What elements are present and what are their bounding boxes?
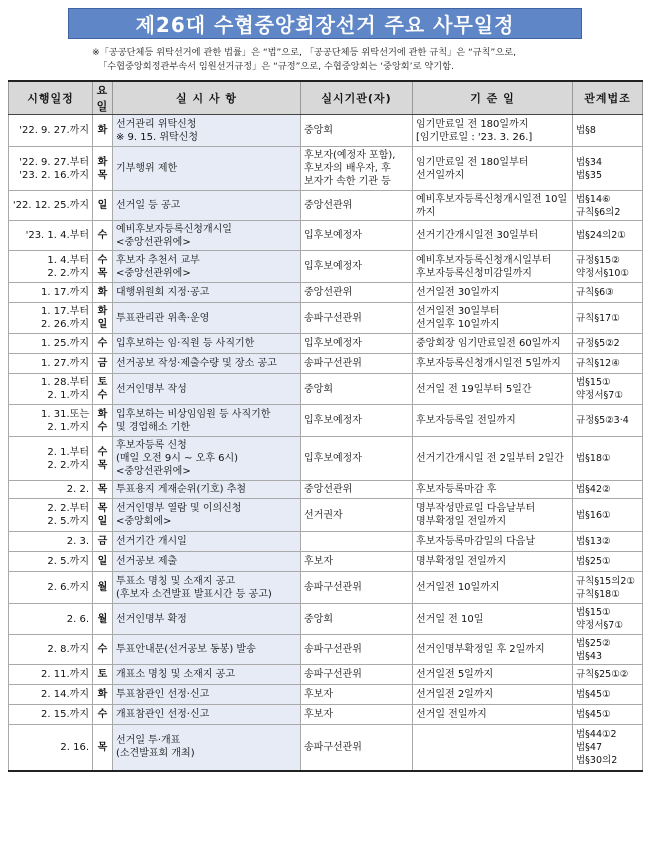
- row-law: 법§8: [573, 115, 643, 147]
- table-row: [9, 685, 643, 705]
- row-task: 선거공보 제출: [113, 552, 301, 572]
- row-law: 법§16①: [573, 499, 643, 532]
- table-row: [9, 191, 643, 221]
- row-org: 후보자(예정자 포함), 후보자의 배우자, 후 보자가 속한 기관 등: [301, 147, 413, 191]
- row-org: 입후보예정자: [301, 334, 413, 354]
- row-law: 법§18①: [573, 437, 643, 481]
- row-basis: 후보자등록마감 후: [413, 481, 573, 499]
- row-day: 토: [93, 665, 113, 685]
- row-org: 중앙선관위: [301, 191, 413, 221]
- table-row: [9, 705, 643, 725]
- row-basis: 후보자등록일 전일까지: [413, 405, 573, 437]
- row-law: 법§25② 법§43: [573, 635, 643, 665]
- row-basis: 선거일전 5일까지: [413, 665, 573, 685]
- header-basis: 기 준 일: [413, 81, 573, 115]
- row-task: 후보자 추천서 교부 <중앙선관위에>: [113, 251, 301, 283]
- row-org: 입후보예정자: [301, 251, 413, 283]
- note-line-1: ※「공공단체등 위탁선거에 관한 법률」은 “법”으로, 「공공단체등 위탁선거에 관한 규칙」은 “규칙”으로,: [92, 47, 516, 58]
- table-row: [9, 283, 643, 303]
- row-day: 수: [93, 334, 113, 354]
- row-date: 2. 6.: [9, 604, 93, 635]
- row-date: 1. 27.까지: [9, 354, 93, 374]
- row-task: 투표안내문(선거공보 동봉) 발송: [113, 635, 301, 665]
- table-row: [9, 604, 643, 635]
- row-date: 1. 17.부터 2. 26.까지: [9, 303, 93, 334]
- row-org: 입후보예정자: [301, 437, 413, 481]
- schedule-rows: [9, 115, 643, 771]
- row-task: 대행위원회 지정·공고: [113, 283, 301, 303]
- header-org: 실시기관(자): [301, 81, 413, 115]
- row-org: 송파구선관위: [301, 303, 413, 334]
- row-task: 개표소 명칭 및 소재지 공고: [113, 665, 301, 685]
- row-day: 일: [93, 191, 113, 221]
- row-day: 목: [93, 481, 113, 499]
- row-basis: 중앙회장 임기만료일전 60일까지: [413, 334, 573, 354]
- row-law: 법§34 법§35: [573, 147, 643, 191]
- table-row: [9, 221, 643, 251]
- row-law: 규칙§25①②: [573, 665, 643, 685]
- table-row: [9, 499, 643, 532]
- row-basis: 선거일 전일까지: [413, 705, 573, 725]
- table-row: [9, 374, 643, 405]
- table-row: [9, 405, 643, 437]
- row-org: 후보자: [301, 705, 413, 725]
- row-date: 2. 3.: [9, 532, 93, 552]
- row-task: 선거인명부 열람 및 이의신청 <중앙회에>: [113, 499, 301, 532]
- row-date: 2. 11.까지: [9, 665, 93, 685]
- row-law: 법§44①2 법§47 법§30의2: [573, 725, 643, 771]
- row-date: 1. 25.까지: [9, 334, 93, 354]
- table-header-row: [9, 81, 643, 115]
- row-task: 입후보하는 임·직원 등 사직기한: [113, 334, 301, 354]
- row-date: 2. 2.: [9, 481, 93, 499]
- row-date: 2. 14.까지: [9, 685, 93, 705]
- row-basis: 선거기간개시일전 30일부터: [413, 221, 573, 251]
- row-basis: 예비후보자등록신청개시일부터 후보자등록신청미감일까지: [413, 251, 573, 283]
- row-org: 후보자: [301, 685, 413, 705]
- row-law: 법§45①: [573, 705, 643, 725]
- header-law: 관계법조: [573, 81, 643, 115]
- row-day: 화: [93, 685, 113, 705]
- row-law: 규칙§12④: [573, 354, 643, 374]
- table-row: [9, 115, 643, 147]
- row-basis: 임기만료일 전 180일부터 선거일까지: [413, 147, 573, 191]
- row-date: 2. 16.: [9, 725, 93, 771]
- row-basis: 예비후보자등록신청개시일전 10일 까지: [413, 191, 573, 221]
- row-org: 후보자: [301, 552, 413, 572]
- schedule-table: [8, 80, 643, 772]
- row-org: 송파구선관위: [301, 725, 413, 771]
- row-date: 1. 17.까지: [9, 283, 93, 303]
- header-task: 실 시 사 항: [113, 81, 301, 115]
- row-basis: 선거일전 2일까지: [413, 685, 573, 705]
- abbreviation-notes: [8, 46, 642, 74]
- row-task: 선거일 투·개표 (소견발표회 개최): [113, 725, 301, 771]
- row-law: 법§13②: [573, 532, 643, 552]
- header-date: 시행일정: [9, 81, 93, 115]
- row-org: 입후보예정자: [301, 221, 413, 251]
- row-task: 선거관리 위탁신청 ※ 9. 15. 위탁신청: [113, 115, 301, 147]
- row-task: 선거공보 작성·제출수량 및 장소 공고: [113, 354, 301, 374]
- row-law: 법§15① 약정서§7①: [573, 604, 643, 635]
- row-date: '23. 1. 4.부터: [9, 221, 93, 251]
- table-row: [9, 354, 643, 374]
- row-basis: 선거기간개시일 전 2일부터 2일간: [413, 437, 573, 481]
- header-day: 요일: [93, 81, 113, 115]
- row-task: 예비후보자등록신청개시일 <중앙선관위에>: [113, 221, 301, 251]
- row-basis: 선거일 전 19일부터 5일간: [413, 374, 573, 405]
- row-org: 중앙회: [301, 604, 413, 635]
- row-law: 규칙§17①: [573, 303, 643, 334]
- row-day: 토 수: [93, 374, 113, 405]
- table-row: [9, 251, 643, 283]
- row-date: 2. 6.까지: [9, 572, 93, 604]
- row-basis: 선거일전 10일까지: [413, 572, 573, 604]
- row-org: 입후보예정자: [301, 405, 413, 437]
- row-date: '22. 12. 25.까지: [9, 191, 93, 221]
- row-day: 금: [93, 532, 113, 552]
- row-law: 법§45①: [573, 685, 643, 705]
- row-task: 투표참관인 선정·신고: [113, 685, 301, 705]
- row-day: 목: [93, 725, 113, 771]
- row-law: 법§42②: [573, 481, 643, 499]
- row-date: 2. 2.부터 2. 5.까지: [9, 499, 93, 532]
- row-org: 송파구선관위: [301, 635, 413, 665]
- row-day: 수 목: [93, 437, 113, 481]
- row-law: 법§15① 약정서§7①: [573, 374, 643, 405]
- row-basis: 후보자등록신청개시일전 5일까지: [413, 354, 573, 374]
- row-date: 2. 15.까지: [9, 705, 93, 725]
- row-date: 1. 4.부터 2. 2.까지: [9, 251, 93, 283]
- row-law: 규정§15② 약정서§10①: [573, 251, 643, 283]
- row-task: 투표용지 게재순위(기호) 추첨: [113, 481, 301, 499]
- row-day: 화 수: [93, 405, 113, 437]
- row-task: 후보자등록 신청 (매일 오전 9시 ~ 오후 6시) <중앙선관위에>: [113, 437, 301, 481]
- page-title: 제26대 수협중앙회장선거 주요 사무일정: [68, 8, 582, 39]
- row-task: 선거기간 개시일: [113, 532, 301, 552]
- row-org: 송파구선관위: [301, 572, 413, 604]
- row-org: 중앙회: [301, 374, 413, 405]
- row-date: '22. 9. 27.부터 '23. 2. 16.까지: [9, 147, 93, 191]
- row-day: 월: [93, 572, 113, 604]
- row-law: 규정§5②3·4: [573, 405, 643, 437]
- row-day: 월: [93, 604, 113, 635]
- row-org: 중앙선관위: [301, 283, 413, 303]
- row-basis: 명부확정일 전일까지: [413, 552, 573, 572]
- row-org: 중앙회: [301, 115, 413, 147]
- table-row: [9, 725, 643, 771]
- table-row: [9, 303, 643, 334]
- row-basis: 임기만료일 전 180일까지 [임기만료일 : '23. 3. 26.]: [413, 115, 573, 147]
- row-org: 송파구선관위: [301, 665, 413, 685]
- row-law: 법§25①: [573, 552, 643, 572]
- row-day: 금: [93, 354, 113, 374]
- row-basis: 명부작성만료일 다음날부터 명부확정일 전일까지: [413, 499, 573, 532]
- table-row: [9, 334, 643, 354]
- row-law: 규칙§15의2① 규칙§18①: [573, 572, 643, 604]
- table-row: [9, 552, 643, 572]
- row-task: 개표참관인 선정·신고: [113, 705, 301, 725]
- row-org: 송파구선관위: [301, 354, 413, 374]
- row-law: 법§14⑥ 규칙§6의2: [573, 191, 643, 221]
- table-row: [9, 532, 643, 552]
- row-day: 수: [93, 221, 113, 251]
- row-task: 입후보하는 비상임임원 등 사직기한 및 경업해소 기한: [113, 405, 301, 437]
- row-task: 선거인명부 작성: [113, 374, 301, 405]
- table-row: [9, 635, 643, 665]
- row-basis: [413, 725, 573, 771]
- row-basis: 선거인명부확정일 후 2일까지: [413, 635, 573, 665]
- row-day: 수: [93, 705, 113, 725]
- table-row: [9, 572, 643, 604]
- table-row: [9, 437, 643, 481]
- row-day: 일: [93, 552, 113, 572]
- row-task: 선거일 등 공고: [113, 191, 301, 221]
- row-date: 2. 8.까지: [9, 635, 93, 665]
- row-task: 선거인명부 확정: [113, 604, 301, 635]
- row-date: '22. 9. 27.까지: [9, 115, 93, 147]
- row-law: 법§24의2①: [573, 221, 643, 251]
- table-row: [9, 147, 643, 191]
- row-date: 1. 28.부터 2. 1.까지: [9, 374, 93, 405]
- row-date: 2. 5.까지: [9, 552, 93, 572]
- row-date: 1. 31.또는 2. 1.까지: [9, 405, 93, 437]
- row-task: 기부행위 제한: [113, 147, 301, 191]
- row-org: [301, 532, 413, 552]
- row-task: 투표소 명칭 및 소재지 공고 (후보자 소견발표 발표시간 등 공고): [113, 572, 301, 604]
- row-basis: 선거일전 30일까지: [413, 283, 573, 303]
- row-day: 화 목: [93, 147, 113, 191]
- row-day: 목 일: [93, 499, 113, 532]
- row-day: 화: [93, 115, 113, 147]
- row-law: 규칙§6③: [573, 283, 643, 303]
- row-day: 수: [93, 635, 113, 665]
- row-date: 2. 1.부터 2. 2.까지: [9, 437, 93, 481]
- row-day: 화: [93, 283, 113, 303]
- table-row: [9, 665, 643, 685]
- row-org: 중앙선관위: [301, 481, 413, 499]
- row-law: 규정§5②2: [573, 334, 643, 354]
- row-task: 투표관리관 위촉·운영: [113, 303, 301, 334]
- note-line-2: 「수협중앙회정관부속서 임원선거규정」은 “규정”으로, 수협중앙회는 ‘중앙회’로 약기함.: [98, 61, 454, 72]
- row-basis: 후보자등록마감일의 다음날: [413, 532, 573, 552]
- row-day: 수 목: [93, 251, 113, 283]
- row-day: 화 일: [93, 303, 113, 334]
- row-basis: 선거일전 30일부터 선거일후 10일까지: [413, 303, 573, 334]
- row-org: 선거권자: [301, 499, 413, 532]
- table-row: [9, 481, 643, 499]
- row-basis: 선거일 전 10일: [413, 604, 573, 635]
